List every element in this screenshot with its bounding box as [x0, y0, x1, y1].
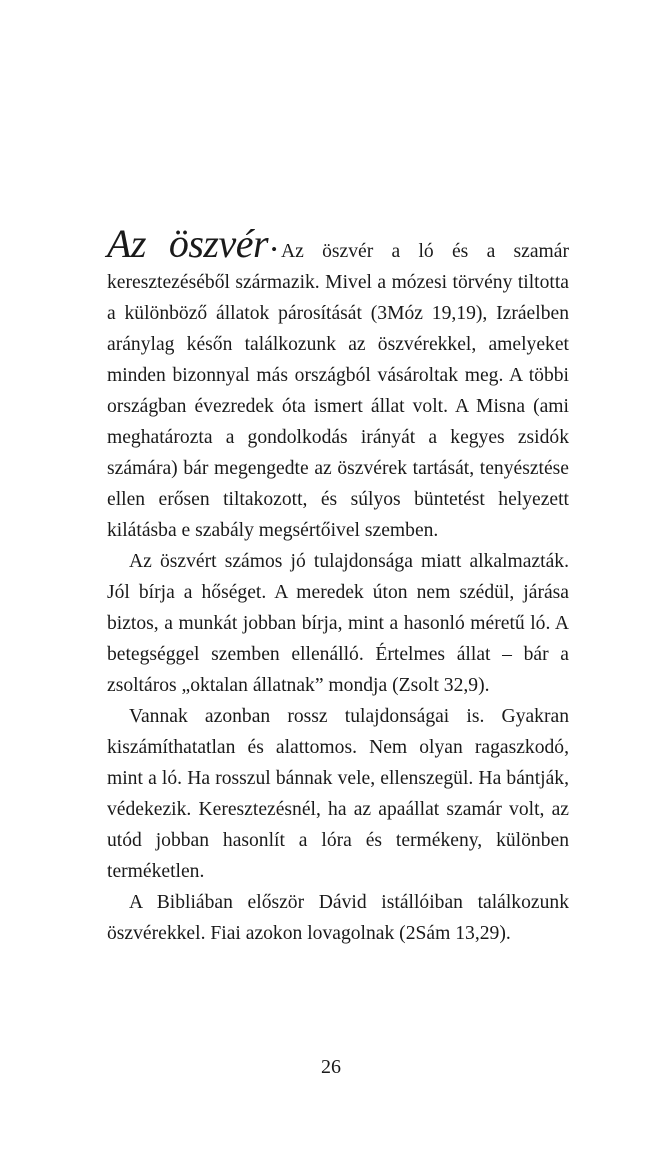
title-separator-bullet: •	[271, 240, 278, 259]
page-number: 26	[321, 1056, 341, 1078]
paragraph-bad-traits: Vannak azonban rossz tulajdonságai is. Gyakran kiszámíthatatlan és alattomos. Nem olyan ragaszkodó, mint a ló. Ha rosszul bánnak vele, ellenszegül. Ha bántják, védekezik. Keresztezésnél, ha az apaállat szamár volt, az utód jobban hasonlít a lóra és termékeny, különben terméketlen.	[107, 706, 569, 882]
paragraph-bible: A Bibliában először Dávid istállóiban találkozunk öszvérekkel. Fiai azokon lovagolnak (2Sám 13,29).	[107, 892, 569, 944]
page-body	[107, 221, 569, 949]
first-paragraph-text: Az öszvér a ló és a szamár keresztezéséből származik. Mivel a mózesi törvény tiltotta a különböző állatok párosítását (3Móz 19,19), Izráelben aránylag későn találkozunk az öszvérekkel, amelyeket minden bizonnyal más országból vásároltak meg. A többi országban évezredek óta ismert állat volt. A Misna (ami meghatározta a gondolkodás irányát a kegyes zsidók számára) bár megengedte az öszvérek tartását, tenyésztése ellen erősen tiltakozott, és súlyos büntetést helyezett kilátásba e szabály megsértőivel szemben.	[107, 241, 569, 541]
first-paragraph	[107, 221, 569, 546]
paragraph-qualities: Az öszvért számos jó tulajdonsága miatt alkalmazták. Jól bírja a hőséget. A meredek úton nem szédül, járása biztos, a munkát jobban bírja, mint a hasonló méretű ló. A betegséggel szemben ellenálló. Értelmes állat – bár a zsoltáros „oktalan állatnak” mondja (Zsolt 32,9).	[107, 551, 569, 696]
article-title: Az öszvér	[107, 221, 269, 266]
